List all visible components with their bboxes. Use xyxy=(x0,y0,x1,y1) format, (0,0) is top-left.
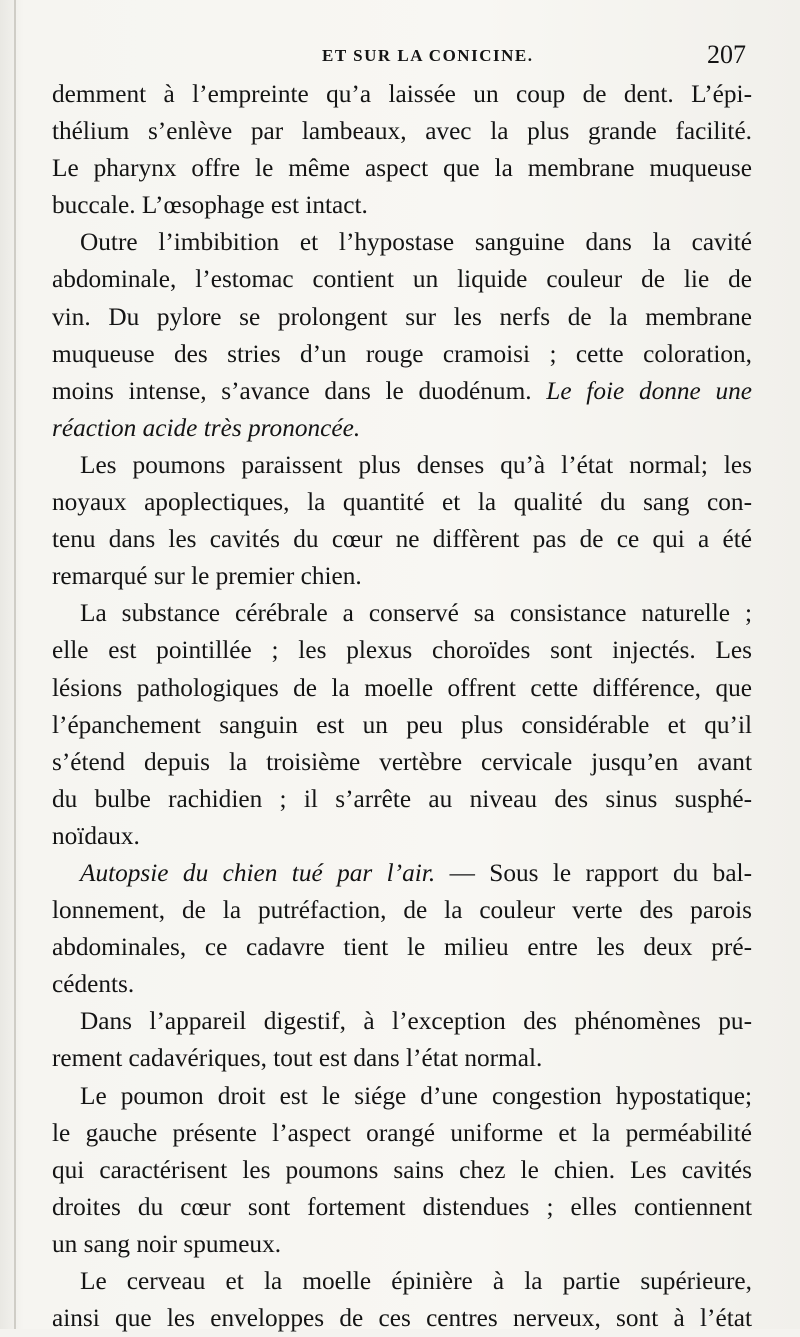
page-gutter-edge xyxy=(14,0,16,1329)
text-line xyxy=(52,929,752,966)
line-text: un sang noir spumeux. xyxy=(52,1229,282,1258)
text-line xyxy=(52,818,752,855)
text-line xyxy=(52,410,752,447)
line-text: elle est pointillée ; les plexus choroïdes sont injectés. Les xyxy=(52,636,752,665)
text-line xyxy=(52,1078,752,1115)
line-text: thélium s’enlève par lambeaux, avec la plus grande facilité. xyxy=(52,117,752,146)
text-line xyxy=(52,966,752,1003)
text-line xyxy=(52,1003,752,1040)
italic-run: réaction acide très prononcée. xyxy=(52,413,361,442)
line-text: rement cadavériques, tout est dans l’état normal. xyxy=(52,1044,543,1073)
text-line xyxy=(52,113,752,150)
text-line xyxy=(52,855,752,892)
italic-run: Le foie donne une xyxy=(546,376,752,405)
line-text: remarqué sur le premier chien. xyxy=(52,562,362,591)
line-text: La substance cérébrale a conservé sa consistance naturelle ; xyxy=(80,599,752,628)
line-text: s’étend depuis la troisième vertèbre cervicale jusqu’en avant xyxy=(52,747,752,776)
line-text: Le cerveau et la moelle épinière à la partie supérieure, xyxy=(80,1267,752,1295)
line-text: l’épanchement sanguin est un peu plus considérable et qu’il xyxy=(52,710,752,739)
text-line xyxy=(52,1300,752,1337)
line-text: tenu dans les cavités du cœur ne diffèrent pas de ce qui a été xyxy=(52,525,752,554)
line-text: abdominale, l’estomac contient un liquide couleur de lie de xyxy=(52,265,752,294)
line-text: Le poumon droit est le siége d’une congestion hypostatique; xyxy=(80,1081,752,1110)
text-line xyxy=(52,150,752,187)
text-line xyxy=(52,1040,752,1077)
text-line xyxy=(52,1115,752,1152)
line-text: Dans l’appareil digestif, à l’exception des phénomènes pu- xyxy=(80,1007,752,1036)
text-line xyxy=(52,632,752,669)
line-text: moins intense, s’avance dans le duodénum. xyxy=(52,376,532,405)
text-line xyxy=(52,187,752,224)
line-text: demment à l’empreinte qu’a laissée un coup de dent. L’épi- xyxy=(52,80,752,108)
line-text: — Sous le rapport du bal- xyxy=(449,858,752,887)
line-text: droites du cœur sont fortement distendues ; elles contiennent xyxy=(52,1192,752,1221)
running-title: ET SUR LA CONICINE. xyxy=(322,46,534,65)
text-line xyxy=(52,299,752,336)
line-text: lonnement, de la putréfaction, de la couleur verte des parois xyxy=(52,896,752,925)
text-line xyxy=(52,670,752,707)
text-line xyxy=(52,261,752,298)
text-line xyxy=(52,781,752,818)
line-text: Outre l’imbibition et l’hypostase sanguine dans la cavité xyxy=(80,228,752,257)
text-line xyxy=(52,558,752,595)
page-number: 207 xyxy=(707,40,746,69)
line-text: Le pharynx offre le même aspect que la membrane muqueuse xyxy=(52,154,752,183)
text-line xyxy=(52,1189,752,1226)
text-line xyxy=(52,1152,752,1189)
text-line xyxy=(52,76,752,113)
text-line xyxy=(52,484,752,521)
line-text: cédents. xyxy=(52,970,135,999)
line-text: abdominales, ce cadavre tient le milieu entre les deux pré- xyxy=(52,933,752,962)
line-text: lésions pathologiques de la moelle offrent cette différence, que xyxy=(52,673,752,702)
text-line xyxy=(52,707,752,744)
line-text: qui caractérisent les poumons sains chez le chien. Les cavités xyxy=(52,1155,752,1184)
body-text xyxy=(52,76,752,1337)
italic-run: Autopsie du chien tué par l’air. xyxy=(80,858,436,887)
line-text: muqueuse des stries d’un rouge cramoisi ; cette coloration, xyxy=(52,339,752,368)
text-line xyxy=(52,447,752,484)
running-head xyxy=(0,40,800,76)
line-text: noïdaux. xyxy=(52,821,140,850)
text-line xyxy=(52,1226,752,1263)
line-text: vin. Du pylore se prolongent sur les nerfs de la membrane xyxy=(52,302,752,331)
line-text: Les poumons paraissent plus denses qu’à l’état normal; les xyxy=(80,450,752,479)
text-line xyxy=(52,892,752,929)
text-line xyxy=(52,1263,752,1300)
text-line xyxy=(52,224,752,261)
line-text: noyaux apoplectiques, la quantité et la qualité du sang con- xyxy=(52,488,752,517)
line-text: du bulbe rachidien ; il s’arrête au niveau des sinus susphé- xyxy=(52,784,752,813)
text-line xyxy=(52,373,752,410)
text-line xyxy=(52,595,752,632)
line-text: ainsi que les enveloppes de ces centres nerveux, sont à l’état xyxy=(52,1304,752,1333)
text-line xyxy=(52,336,752,373)
text-line xyxy=(52,744,752,781)
text-line xyxy=(52,521,752,558)
line-text: le gauche présente l’aspect orangé uniforme et la perméabilité xyxy=(52,1118,752,1147)
line-text: buccale. L’œsophage est intact. xyxy=(52,191,368,220)
